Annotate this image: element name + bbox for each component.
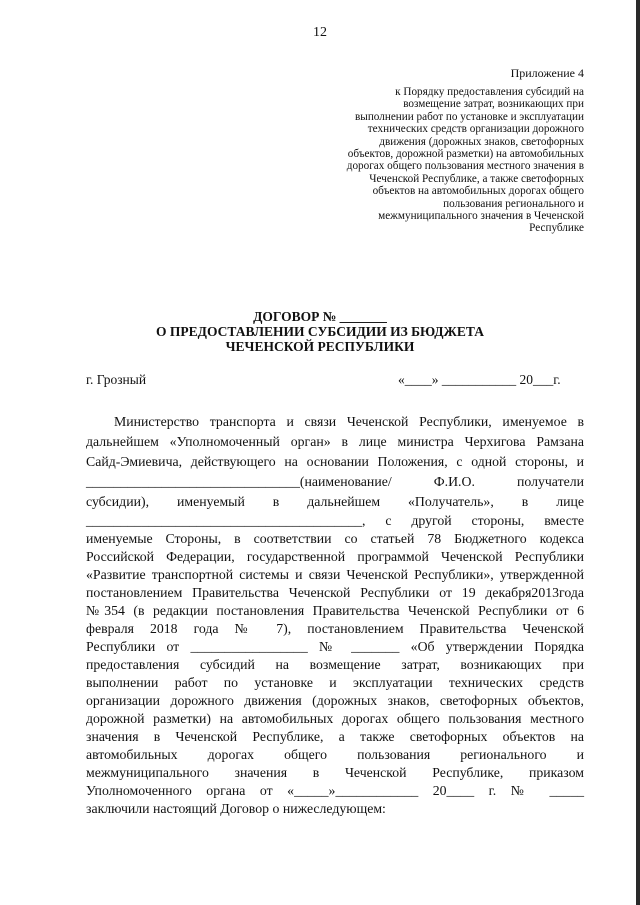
appendix-line: объектов, дорожной разметки) на автомобильных [347,148,584,161]
body-line: Министерство транспорта и связи Чеченской Республики, именуемое в [114,414,584,429]
contract-date: «____» ___________ 20___г. [398,372,561,387]
title-line-1: ДОГОВОР № _______ [253,309,387,324]
body-line: ________________________________________, с другой стороны, вместе [86,513,584,528]
appendix-line: выполнении работ по установке и эксплуатации [355,110,584,123]
body-line: предоставления субсидий на возмещение затрат, возникающих при [86,657,584,672]
appendix-block [300,86,584,235]
body-line: Сайд-Эмиевича, действующего на основании Положения, с одной стороны, и [86,454,584,469]
appendix-line: возмещение затрат, возникающих при [403,98,584,111]
body-line: февраля 2018 года № 7), постановлением Правительства Чеченской [86,621,584,636]
body-line: выполнении работ по установке и эксплуатации технических средств [86,675,584,690]
body-line: постановлением Правительства Чеченской Республики от 19 декабря2013года [86,585,584,600]
appendix-line: дорогах общего пользования местного значения в [346,160,584,173]
body-line: значения в Чеченской Республике, а также светофорных объектов на [86,729,584,744]
body-line: организации дорожного движения (дорожных знаков, светофорных объектов, [86,693,584,708]
scan-edge [636,0,640,905]
appendix-line: объектов на автомобильных дорогах общего [372,185,584,198]
body-line: Республики от _________________ № _______ «Об утверждении Порядка [86,639,584,654]
appendix-line: межмуниципального значения в Чеченской [378,210,584,223]
body-line: Российской Федерации, государственной программой Чеченской Республики [86,549,584,564]
appendix-line: Республике [529,222,584,235]
appendix-line: Чеченской Республике, а также светофорных [369,172,584,185]
page-number: 12 [313,25,327,40]
body-line: №354 (в редакции постановления Правительства Чеченской Республики от 6 [86,603,584,618]
body-line: _______________________________(наименование/ Ф.И.О. получатели [86,474,584,489]
body-line: именуемые Стороны, в соответствии со статьей 78 Бюджетного кодекса [86,531,584,546]
body-line: дальнейшем «Уполномоченный орган» в лице министра Черхигова Рамзана [86,434,584,449]
body-line: Уполномоченного органа от «_____»____________ 20____ г. № _____ [86,783,584,798]
body-line: субсидии), именуемый в дальнейшем «Получатель», в лице [86,494,584,509]
body-line: автомобильных дорогах общего пользования регионального и [86,747,584,762]
body-line: заключили настоящий Договор о нижеследующем: [86,801,386,816]
title-line-3: ЧЕЧЕНСКОЙ РЕСПУБЛИКИ [225,339,415,354]
appendix-label: Приложение 4 [510,66,584,80]
appendix-line: к Порядку предоставления субсидий на [395,86,584,98]
body-line: межмуниципального значения в Чеченской Республике, приказом [86,765,584,780]
body-line: дорожной разметки) на автомобильных дорогах общего пользования местного [86,711,584,726]
contract-title [0,309,640,354]
appendix-line: технических средств организации дорожного [367,123,584,136]
body-line: «Развитие транспортной системы и связи Чеченской Республики», утвержденной [86,567,584,582]
title-line-2: О ПРЕДОСТАВЛЕНИИ СУБСИДИИ ИЗ БЮДЖЕТА [156,324,484,339]
appendix-line: пользования регионального и [443,197,584,210]
appendix-line: движения (дорожных знаков, светофорных [379,135,584,148]
city: г. Грозный [86,372,147,387]
